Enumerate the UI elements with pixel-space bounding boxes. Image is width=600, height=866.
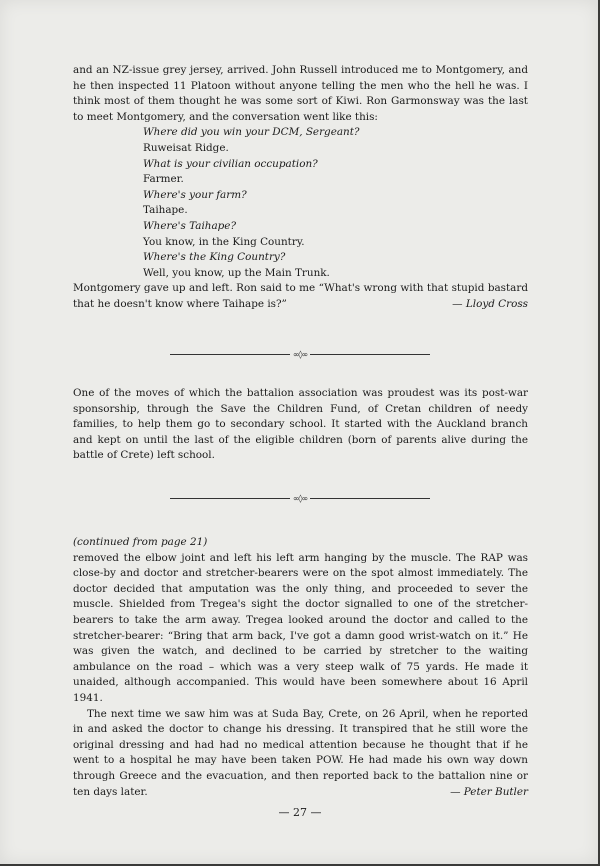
tregea-paragraph-2 [73,707,528,801]
dialogue-question: What is your civilian occupation? [143,157,318,170]
dialogue-answer: Well, you know, up the Main Trunk. [143,266,330,279]
author-credit-butler: — Peter Butler [450,785,528,798]
dialogue-question: Where's your farm? [143,188,247,201]
tregea-paragraph-2-text: The next time we saw him was at Suda Bay, Crete, on 26 April, when he reported in and asked the doctor to change his dressing. It transpired that he still wore the original dressing and had had no medical attention because he thought that if he went to a hospital he may have been taken POW. He had made his own way down through Greece and the evacuation, and then reported back to the battalion nine or ten days later. [73,707,528,798]
closing-text: Montgomery gave up and left. Ron said to me “What's wrong with that stupid bastard that he doesn't know where Taihape is?” [73,282,528,310]
dialogue-question: Where's Taihape? [143,219,237,232]
dialogue-answer: You know, in the King Country. [143,235,305,248]
closing-paragraph [73,281,528,312]
page-number: — 27 — [278,806,322,819]
sponsorship-paragraph: One of the moves of which the battalion association was proudest was its post-war sponsorship, through the Save the Children Fund, of Cretan children of needy families, to help them go to secondary school. It started with the Auckland branch and kept on until the last of the eligible children (born of parents alive during the battle of Crete) left school. [73,387,528,462]
tregea-paragraph-1: removed the elbow joint and left his left arm hanging by the muscle. The RAP was close-by and doctor and stretcher-bearers were on the spot almost immediately. The doctor decided that amputation was the only thing, and proceeded to sever the muscle. Shielded from Tregea's sight the doctor signalled to one of the stretcher-bearers to take the arm away. Tregea looked around the doctor and called to the stretcher-bearer: “Bring that arm back, I've got a damn good wrist-watch on it.” He was given the watch, and declined to be carried by stretcher to the waiting ambulance on the road – which was a very steep walk of 75 yards. He made it unaided, although accompanied. This would have been somewhere about 16 April 1941. [73,551,528,704]
continued-note: (continued from page 21) [73,536,208,548]
dialogue-block [143,125,528,281]
author-credit-cross: — Lloyd Cross [452,297,528,310]
dialogue-answer: Taihape. [143,204,188,217]
divider-ornament: ∞◊∞ [292,493,308,503]
dialogue-answer: Ruweisat Ridge. [143,141,229,154]
section-anecdote-montgomery [73,63,528,313]
section-divider [170,494,430,502]
section-save-the-children [73,386,528,464]
section-tregea [73,535,528,800]
divider-ornament: ∞◊∞ [292,349,308,359]
dialogue-question: Where did you win your DCM, Sergeant? [143,126,360,139]
dialogue-answer: Farmer. [143,173,184,186]
section-divider [170,350,430,358]
intro-paragraph: and an NZ-issue grey jersey, arrived. John Russell introduced me to Montgomery, and he then inspected 11 Platoon without anyone telling the men who the hell he was. I think most of them thought he was some sort of Kiwi. Ron Garmonsway was the last to meet Montgomery, and the conversation went like this: [73,64,528,123]
dialogue-question: Where's the King Country? [143,251,286,264]
